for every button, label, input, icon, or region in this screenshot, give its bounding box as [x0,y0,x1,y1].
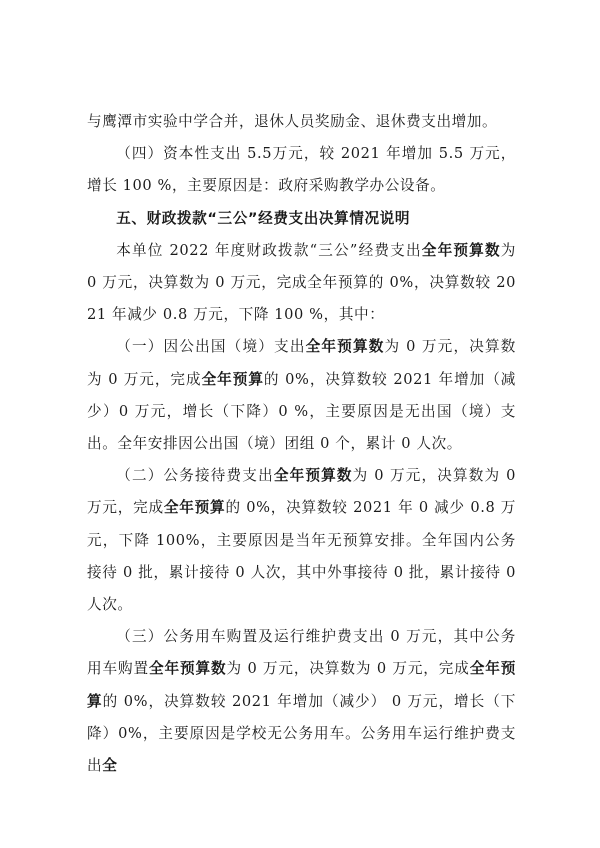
text-segment: 为 0 万元，决算数为 0 万元，完成 [87,467,516,517]
text-segment: 的 0%，决算数较 2021 年增加（减少）0 万元，增长（下降）0 %，主要原因是无出国（境）支出。全年安排因公出国（境）团组 0 个，累计 0 人次。 [87,370,516,453]
text-segment: （一）因公出国（境）支出 [116,338,306,356]
bold-term: 全年预算 [163,499,226,517]
paragraph-capital-expenditure: （四）资本性支出 5.5万元，较 2021 年增加 5.5 万元，增长 100 %，主要原因是：政府采购教学办公设备。 [87,145,516,195]
bold-term: 全 [102,757,118,775]
paragraph-official-reception [87,460,516,621]
text-segment: 为 0 万元，决算数为 0 万元，完成全年预算的 0%，决算数较 2021 年减少 0.8 万元，下降 100 %，其中： [87,241,516,324]
bold-term: 全年预算数 [305,338,385,356]
paragraph-official-vehicles [87,621,516,782]
bold-term: 全年预算数 [148,660,227,678]
text-segment: 为 0 万元，决算数为 0 万元，完成 [226,660,470,678]
bold-term: 全年预算 [201,370,264,388]
text-segment: 的 0%，决算数较 2021 年增加（减少） 0 万元，增长（下降）0%，主要原因是学校无公务用车。公务用车运行维护费支出 [87,692,516,775]
section-heading-three-public: 五、财政拨款“三公”经费支出决算情况说明 [116,209,411,227]
paragraph-continuation: 与鹰潭市实验中学合并，退休人员奖励金、退休费支出增加。 [87,113,498,130]
paragraph-three-public-summary [87,235,516,332]
bold-term: 全年预算数 [273,467,353,485]
text-segment: （三）公务用车购置及运行维护费支出 0 万元，其中公务用车购置 [87,628,516,678]
text-segment: 本单位 2022 年度财政拨款“三公”经费支出 [116,241,422,259]
text-segment: 的 0%，决算数较 2021 年 0 减少 0.8 万元，下降 100%，主要原因是当年无预算安排。全年国内公务接待 0 批，累计接待 0 人次，其中外事接待 0 批，累计接待 0 人次。 [87,499,516,614]
paragraph-overseas-travel [87,331,516,460]
bold-term: 全年预算数 [421,241,501,259]
text-segment: （二）公务接待费支出 [116,467,274,485]
bold-term: 全年预算 [87,660,516,710]
text-segment: 为 0 万元，决算数为 0 万元，完成 [87,338,516,388]
